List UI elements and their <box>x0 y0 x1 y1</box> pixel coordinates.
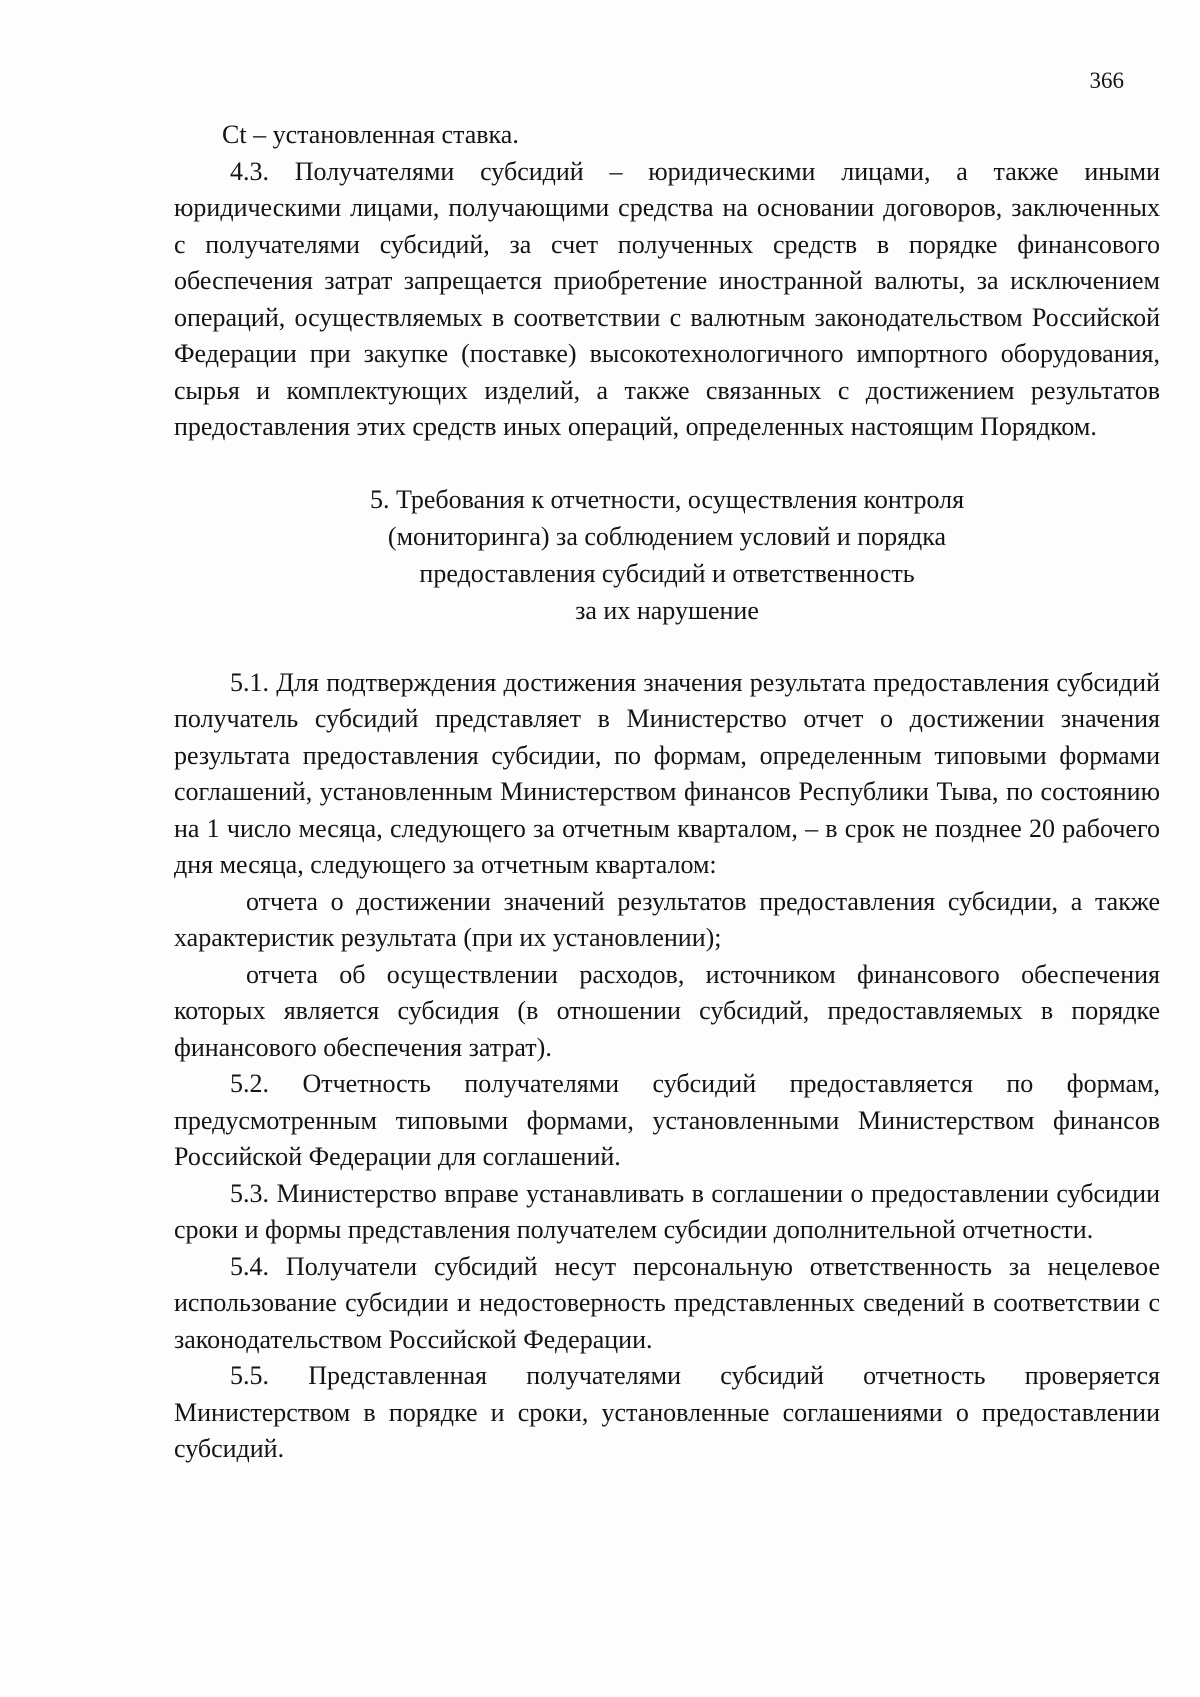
intro-line: Ct – установленная ставка. <box>222 120 519 149</box>
paragraph-5-3: 5.3. Министерство вправе устанавливать в соглашении о предоставлении субсидии сроки и формы представления получателем субсидии дополнительной отчетности. <box>174 1178 1160 1244</box>
paragraph-5-4: 5.4. Получатели субсидий несут персональную ответственность за нецелевое использование субсидии и недостоверность представленных сведений в соответствии с законодательством Российской Федерации. <box>174 1251 1160 1354</box>
paragraph-4-3: 4.3. Получателями субсидий – юридическими лицами, а также иными юридическими лицами, получающими средства на основании договоров, заключенных с получателями субсидий, за счет полученных средств в порядке финансового обеспечения затрат запрещается приобретение иностранной валюты, за исключением операций, осуществляемых в соответствии с валютным законодательством Российской Федерации при закупке (поставке) высокотехнологичного импортного оборудования, сырья и комплектующих изделий, а также связанных с достижением результатов предоставления этих средств иных операций, определенных настоящим Порядком. <box>174 156 1160 441</box>
document-body <box>174 117 1160 1468</box>
section-5-heading <box>174 481 1160 629</box>
paragraph-5-1: 5.1. Для подтверждения достижения значения результата предоставления субсидий получатель субсидий представляет в Министерство отчет о достижении значения результата предоставления субсидии, по формам, определенным типовыми формами соглашений, установленным Министерством финансов Республики Тыва, по состоянию на 1 число месяца, следующего за отчетным кварталом, – в срок не позднее 20 рабочего дня месяца, следующего за отчетным кварталом: <box>174 667 1160 879</box>
section-5-heading-line-1: 5. Требования к отчетности, осуществления контроля <box>369 484 965 514</box>
section-5-heading-line-3: предоставления субсидий и ответственность <box>419 558 915 588</box>
section-5-heading-line-2: (мониторинга) за соблюдением условий и порядка <box>387 521 947 551</box>
paragraph-5-1-item-2: отчета об осуществлении расходов, источником финансового обеспечения которых является субсидия (в отношении субсидий, предоставляемых в порядке финансового обеспечения затрат). <box>174 959 1160 1062</box>
paragraph-5-1-item-1: отчета о достижении значений результатов предоставления субсидии, а также характеристик результата (при их установлении); <box>174 886 1160 952</box>
section-5-heading-line-4: за их нарушение <box>575 595 759 625</box>
paragraph-5-2: 5.2. Отчетность получателями субсидий предоставляется по формам, предусмотренным типовыми формами, установленными Министерством финансов Российской Федерации для соглашений. <box>174 1069 1160 1171</box>
paragraph-5-5: 5.5. Представленная получателями субсидий отчетность проверяется Министерством в порядке и сроки, установленные соглашениями о предоставлении субсидий. <box>174 1361 1160 1463</box>
page-number: 366 <box>1089 68 1124 93</box>
